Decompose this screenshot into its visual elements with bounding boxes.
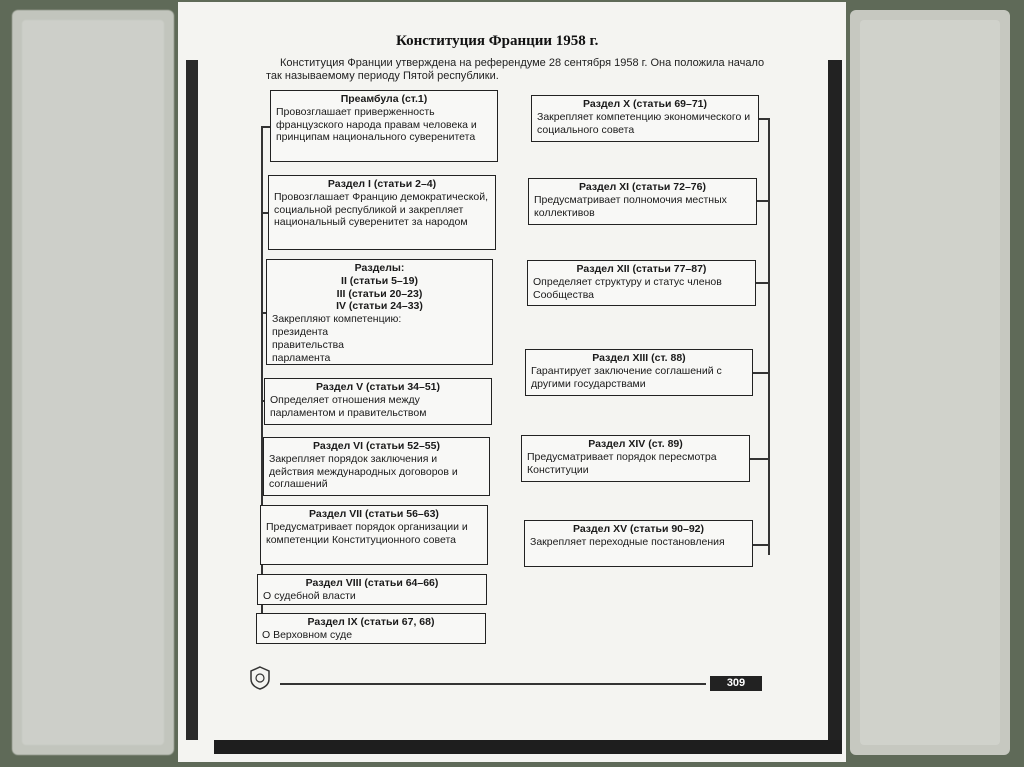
box-text: Провозглашает Францию демократической, социальной республикой и закрепляет национальный суверенитет за народом [274, 190, 489, 229]
box-text: Закрепляют компетенцию: [272, 313, 402, 326]
box-text: Гарантирует заключение соглашений с другими государствами [531, 364, 722, 390]
page-bottom-edge [214, 740, 842, 754]
box-heading: Раздел XII (статьи 77–87) [576, 263, 707, 275]
section-15-box [524, 520, 753, 567]
connector-tick [753, 372, 769, 374]
box-text: правительства [272, 338, 344, 351]
page-right-edge [828, 60, 842, 750]
connector-tick [261, 312, 266, 314]
box-text: О судебной власти [263, 589, 356, 602]
connector-tick [756, 282, 769, 284]
box-text: Закрепляет переходные постановления [530, 535, 725, 548]
box-text: Предусматривает порядок организации и компетенции Конституционного совета [266, 520, 468, 546]
section-12-box [527, 260, 756, 306]
box-heading: Раздел XI (статьи 72–76) [579, 181, 706, 193]
box-heading: Раздел XIII (ст. 88) [592, 352, 686, 364]
connector-tick [261, 400, 264, 402]
right-background-panel [850, 10, 1010, 755]
section-8-box [257, 574, 487, 605]
connector-tick [753, 544, 769, 546]
box-heading: Раздел VII (статьи 56–63) [309, 508, 439, 520]
box-heading: Разделы: [354, 262, 405, 274]
section-9-box [256, 613, 486, 644]
section-1-box [268, 175, 496, 250]
box-heading: IV (статьи 24–33) [336, 300, 423, 313]
box-text: Провозглашает приверженность французского народа правам человека и принципам национального суверенитета [276, 105, 477, 144]
left-background-panel [12, 10, 174, 755]
box-heading: Раздел VIII (статьи 64–66) [305, 577, 439, 589]
box-text: Предусматривает полномочия местных коллективов [534, 193, 727, 219]
section-6-box [263, 437, 490, 496]
section-5-box [264, 378, 492, 425]
right-connector-line [768, 118, 770, 555]
connector-tick [261, 212, 268, 214]
box-heading: Раздел XIV (ст. 89) [588, 438, 683, 450]
intro-paragraph: Конституция Франции утверждена на референдуме 28 сентября 1958 г. Она положила начало так называемому периоду Пятой республики. [266, 57, 765, 82]
section-7-box [260, 505, 488, 565]
page-title: Конституция Франции 1958 г. [396, 33, 599, 49]
box-text: Предусматривает порядок пересмотра Конституции [527, 450, 717, 476]
box-text: парламента [272, 351, 331, 364]
box-heading: Раздел I (статьи 2–4) [327, 178, 437, 190]
connector-tick [759, 118, 769, 120]
box-text: Закрепляет порядок заключения и действия международных договоров и соглашений [269, 452, 458, 491]
box-heading: Раздел V (статьи 34–51) [315, 381, 441, 393]
box-heading: Раздел XV (статьи 90–92) [572, 523, 705, 535]
box-heading: II (статьи 5–19) [341, 274, 418, 287]
box-text: Закрепляет компетенцию экономического и социального совета [537, 110, 751, 136]
page-number: 309 [710, 676, 762, 691]
box-heading: Раздел VI (статьи 52–55) [313, 440, 440, 452]
connector-tick [757, 200, 769, 202]
box-heading: III (статьи 20–23) [336, 287, 423, 300]
box-heading: Преамбула (ст.1) [340, 93, 428, 105]
box-text: Определяет отношения между парламентом и правительством [270, 393, 427, 419]
box-text: О Верховном суде [262, 628, 353, 641]
sections-2-4-box [266, 259, 493, 365]
box-heading: Раздел X (статьи 69–71) [582, 98, 708, 110]
section-11-box [528, 178, 757, 225]
box-text: Определяет структуру и статус членов Сообщества [533, 275, 722, 301]
publisher-emblem-icon [249, 666, 271, 690]
section-14-box [521, 435, 750, 482]
footer-rule [280, 683, 706, 685]
box-heading: Раздел IX (статьи 67, 68) [307, 616, 435, 628]
section-10-box [531, 95, 759, 142]
section-13-box [525, 349, 753, 396]
page-spine-shadow [186, 60, 198, 740]
connector-tick [261, 126, 270, 128]
preamble-box [270, 90, 498, 162]
box-text: президента [272, 325, 329, 338]
connector-tick [750, 458, 769, 460]
